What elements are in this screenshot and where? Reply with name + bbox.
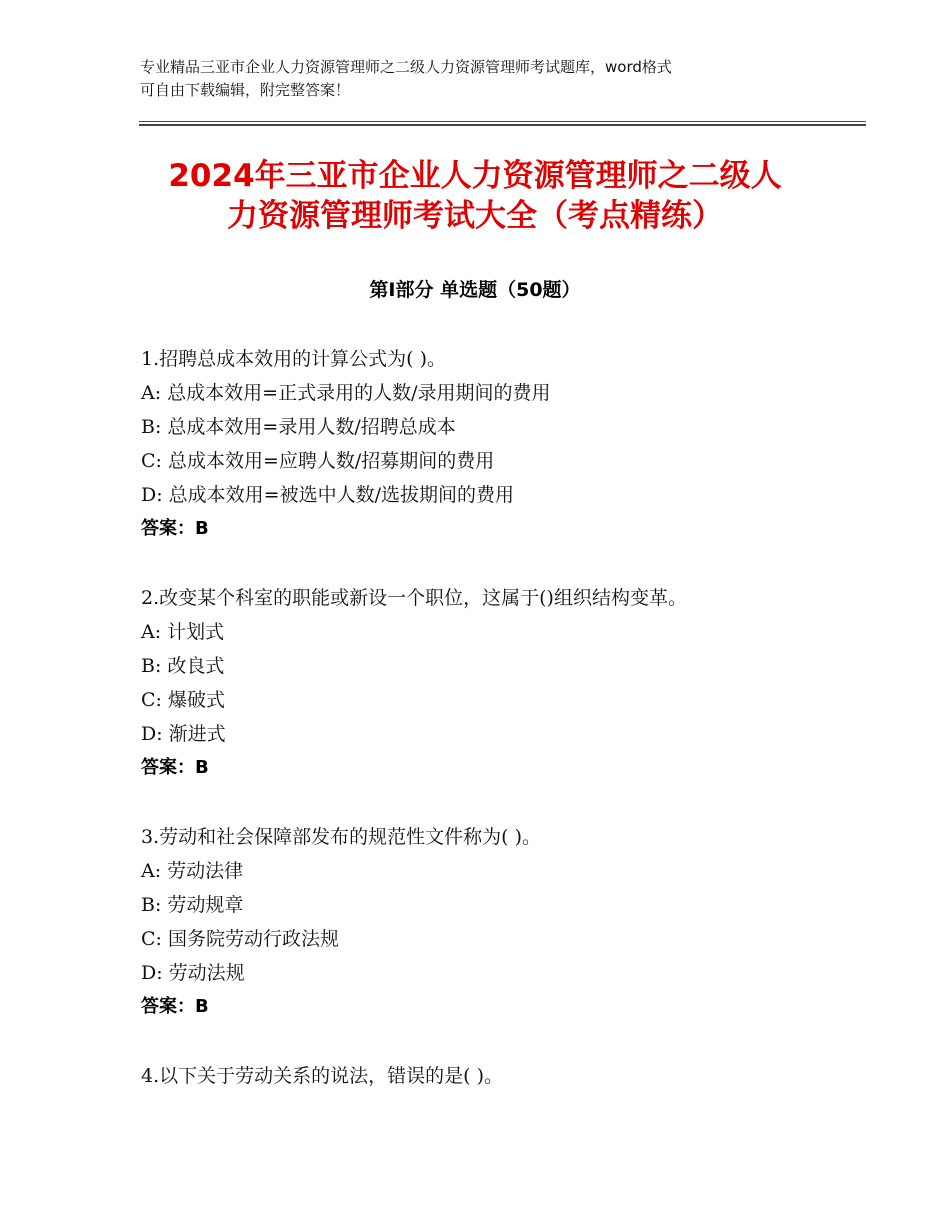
option-c: C: 国务院劳动行政法规 (141, 928, 339, 950)
option-c: C: 爆破式 (141, 689, 225, 711)
answer-label: 答案：B (141, 757, 209, 778)
question-stem: 3.劳动和社会保障部发布的规范性文件称为( )。 (141, 826, 541, 848)
option-a: A: 计划式 (141, 621, 225, 643)
document-title-line-1: 2024年三亚市企业人力资源管理师之二级人 (168, 158, 782, 194)
question-4 (141, 1059, 861, 1093)
question-2 (141, 581, 861, 785)
header-note (140, 56, 820, 102)
question-stem: 4.以下关于劳动关系的说法，错误的是( )。 (141, 1065, 503, 1087)
option-b: B: 总成本效用=录用人数/招聘总成本 (141, 416, 456, 438)
answer-label: 答案：B (141, 518, 209, 539)
option-b: B: 劳动规章 (141, 894, 244, 916)
option-a: A: 总成本效用=正式录用的人数/录用期间的费用 (141, 382, 551, 404)
answer-label: 答案：B (141, 996, 209, 1017)
header-note-line-2: 可自由下载编辑，附完整答案！ (140, 81, 351, 99)
header-divider-thin (139, 121, 866, 122)
option-d: D: 劳动法规 (141, 962, 245, 984)
option-d: D: 总成本效用=被选中人数/选拔期间的费用 (141, 484, 514, 506)
option-a: A: 劳动法律 (141, 860, 244, 882)
header-note-line-1: 专业精品三亚市企业人力资源管理师之二级人力资源管理师考试题库，word格式 (140, 58, 672, 76)
question-1 (141, 342, 861, 546)
section-title: 第Ⅰ部分 单选题（50题） (369, 279, 581, 301)
option-b: B: 改良式 (141, 655, 225, 677)
header-divider-thick (139, 124, 866, 126)
question-list (141, 342, 861, 1128)
option-d: D: 渐进式 (141, 723, 226, 745)
document-title (100, 156, 850, 236)
question-stem: 1.招聘总成本效用的计算公式为( )。 (141, 348, 446, 370)
option-c: C: 总成本效用=应聘人数/招募期间的费用 (141, 450, 495, 472)
question-3 (141, 820, 861, 1024)
question-stem: 2.改变某个科室的职能或新设一个职位，这属于()组织结构变革。 (141, 587, 687, 609)
document-title-line-2: 力资源管理师考试大全（考点精练） (227, 198, 723, 234)
